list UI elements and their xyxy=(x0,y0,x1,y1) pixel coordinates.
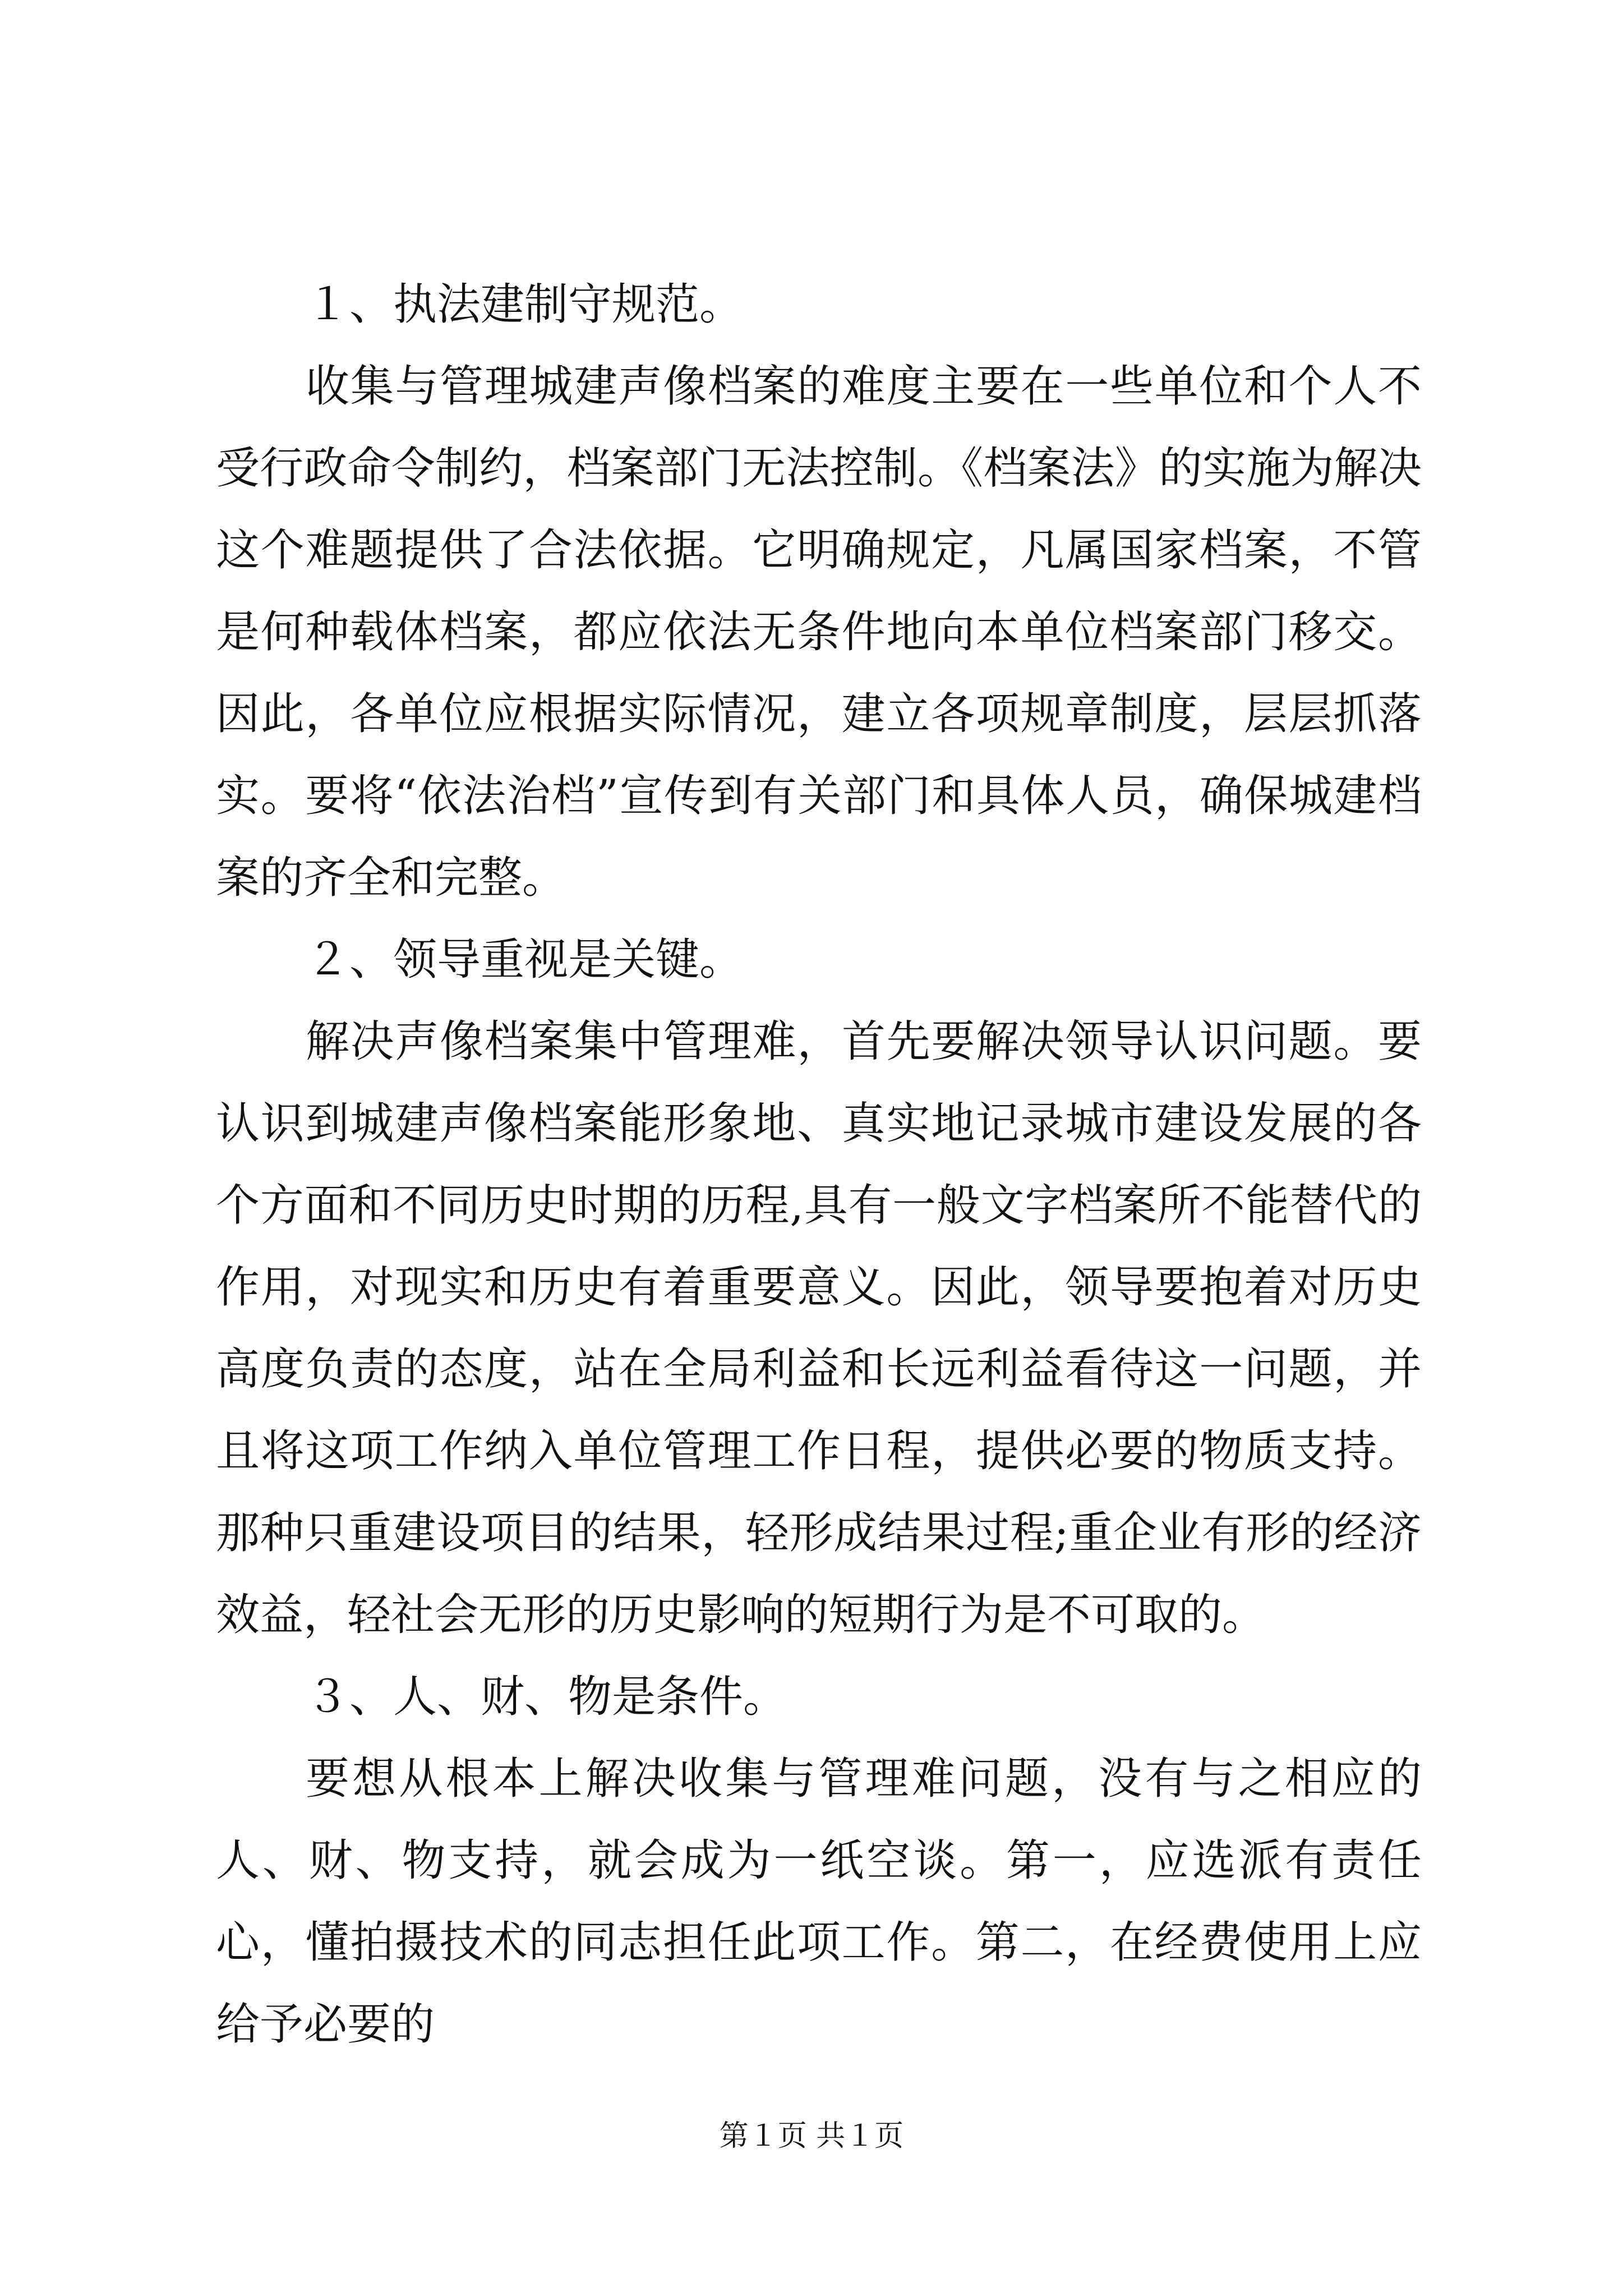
section-heading-2: ２、领导重视是关键。 xyxy=(306,935,744,985)
document-body xyxy=(216,264,1422,2065)
page-number-footer: 第１页 共１页 xyxy=(719,2119,904,2153)
section-heading-3: ３、人、财、物是条件。 xyxy=(306,1672,787,1722)
section-paragraph-2: 解决声像档案集中管理难，首先要解决领导认识问题。要认识到城建声像档案能形象地、真实地记录城市建设发展的各个方面和不同历史时期的历程,具有一般文字档案所不能替代的作用，对现实和历史有着重要意义。因此，领导要抱着对历史高度负责的态度，站在全局利益和长远利益看待这一问题，并且将这项工作纳入单位管理工作日程，提供必要的物质支持。那种只重建设项目的结果，轻形成结果过程;重企业有形的经济效益，轻社会无形的历史影响的短期行为是不可取的。 xyxy=(216,1016,1422,1640)
section-paragraph-3: 要想从根本上解决收集与管理难问题，没有与之相应的人、财、物支持，就会成为一纸空谈。第一，应选派有责任心，懂拍摄技术的同志担任此项工作。第二，在经费使用上应给予必要的 xyxy=(216,1754,1422,2050)
section-paragraph-1: 收集与管理城建声像档案的难度主要在一些单位和个人不受行政命令制约，档案部门无法控制。《档案法》的实施为解决这个难题提供了合法依据。它明确规定，凡属国家档案，不管是何种载体档案，都应依法无条件地向本单位档案部门移交。因此，各单位应根据实际情况，建立各项规章制度，层层抓落实。要将“依法治档”宣传到有关部门和具体人员，确保城建档案的齐全和完整。 xyxy=(216,361,1422,903)
section-heading-1: １、执法建制守规范。 xyxy=(306,279,744,330)
